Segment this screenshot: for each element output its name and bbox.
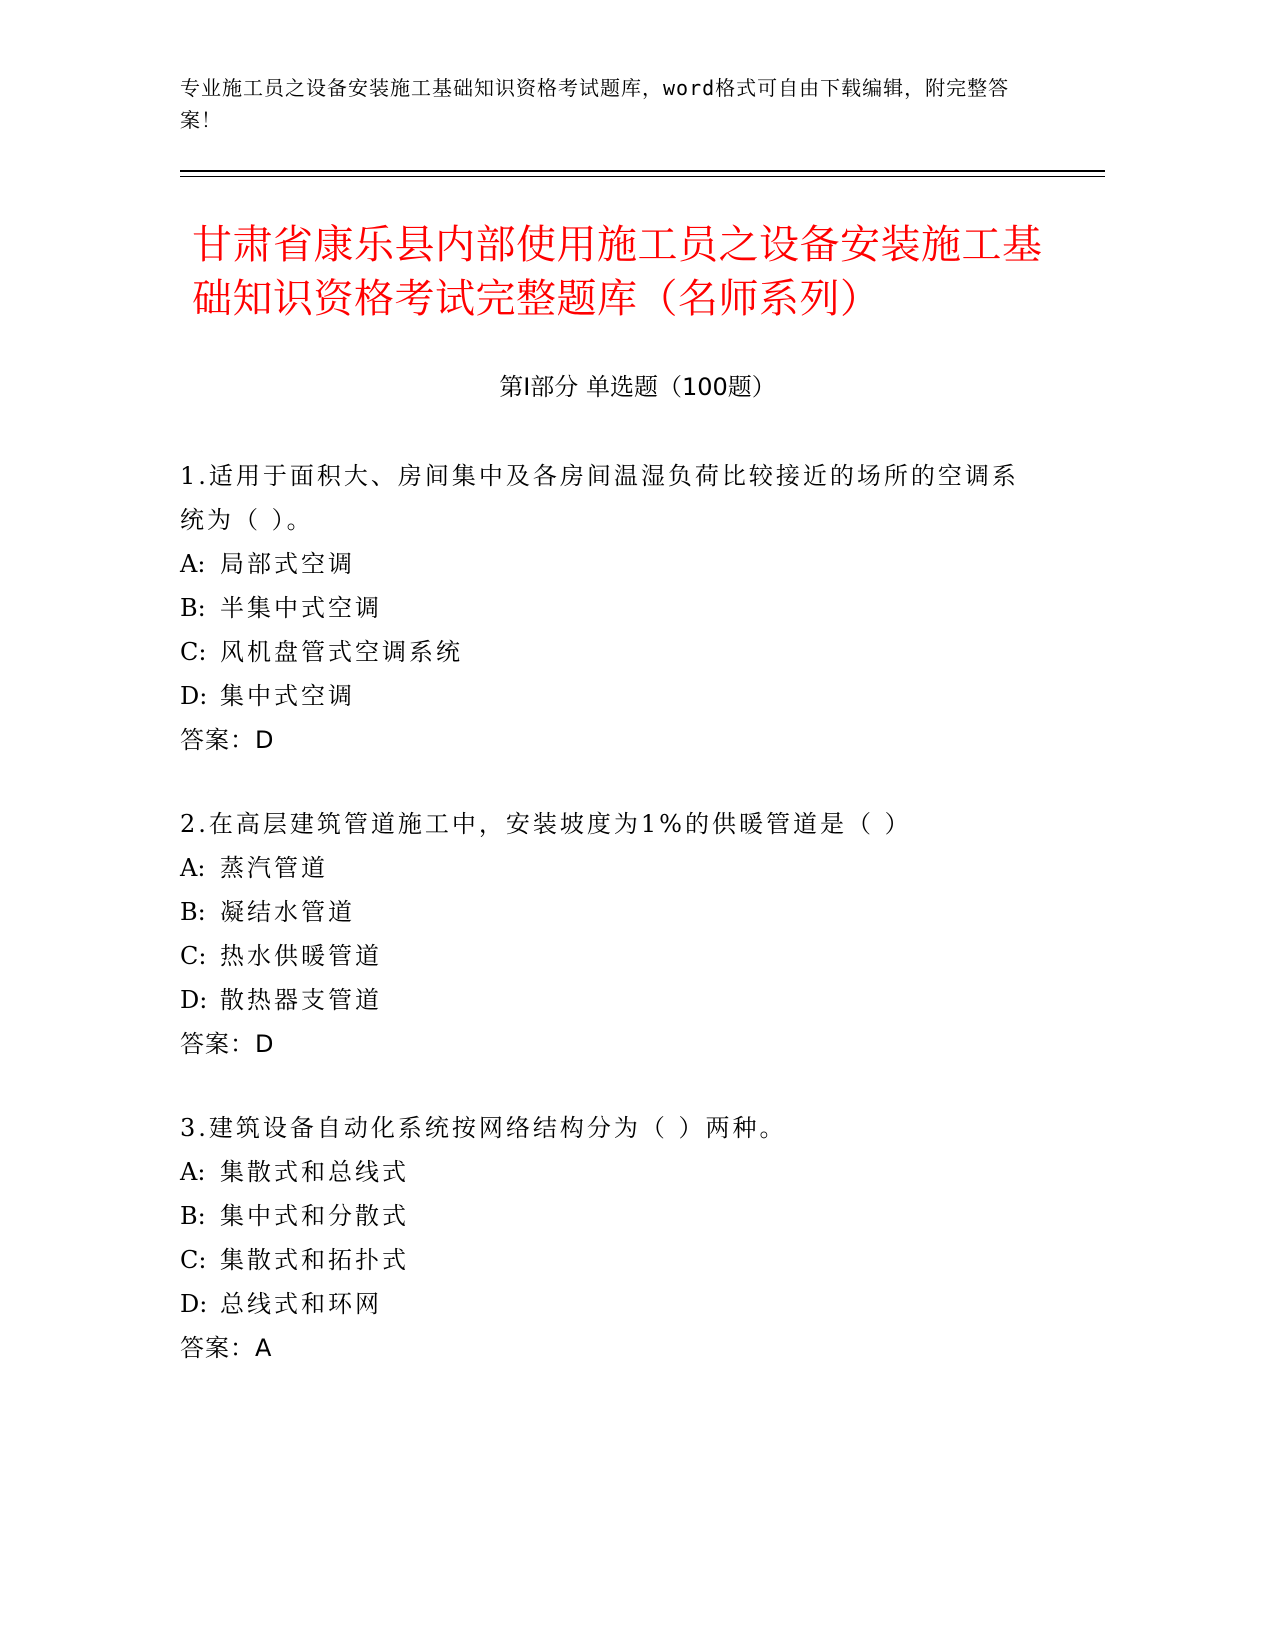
option-text: 集散式和总线式 [220, 1158, 409, 1186]
answer-prefix: 答案： [180, 1030, 255, 1058]
option-text: 蒸汽管道 [220, 854, 328, 882]
document-title: 甘肃省康乐县内部使用施工员之设备安装施工基础知识资格考试完整题库（名师系列） [192, 222, 1043, 322]
answer-prefix: 答案： [180, 1334, 255, 1362]
option-text: 半集中式空调 [220, 594, 382, 622]
option-text: 总线式和环网 [220, 1290, 382, 1318]
option-key: D: [180, 682, 208, 710]
option-key: A: [180, 1158, 206, 1186]
option-text: 热水供暖管道 [220, 942, 382, 970]
option-key: B: [180, 1202, 206, 1230]
section-title: 第Ⅰ部分 单选题（100题） [499, 373, 776, 401]
question-stem: 3.建筑设备自动化系统按网络结构分为（ ）两种。 [180, 1114, 787, 1142]
option-b [180, 890, 1040, 934]
option-a [180, 542, 1040, 586]
option-key: D: [180, 1290, 208, 1318]
option-d [180, 674, 1040, 718]
answer-value: D [255, 1030, 275, 1058]
option-key: B: [180, 898, 206, 926]
option-text: 凝结水管道 [220, 898, 355, 926]
answer-prefix: 答案： [180, 726, 255, 754]
option-key: A: [180, 550, 206, 578]
option-text: 集散式和拓扑式 [220, 1246, 409, 1274]
option-b [180, 586, 1040, 630]
question-2 [180, 802, 1040, 1066]
option-key: C: [180, 638, 207, 666]
answer-line [180, 1326, 1040, 1370]
option-key: C: [180, 942, 207, 970]
option-key: B: [180, 594, 206, 622]
option-text: 风机盘管式空调系统 [220, 638, 463, 666]
option-a [180, 1150, 1040, 1194]
question-stem: 1.适用于面积大、房间集中及各房间温湿负荷比较接近的场所的空调系统为（ ）。 [180, 462, 1019, 534]
option-text: 局部式空调 [220, 550, 355, 578]
option-key: A: [180, 854, 206, 882]
option-key: D: [180, 986, 208, 1014]
option-a [180, 846, 1040, 890]
question-1 [180, 454, 1040, 762]
answer-value: A [255, 1334, 273, 1362]
option-text: 散热器支管道 [220, 986, 382, 1014]
header-divider-thick [180, 170, 1105, 172]
option-b [180, 1194, 1040, 1238]
option-d [180, 1282, 1040, 1326]
option-text: 集中式空调 [220, 682, 355, 710]
option-d [180, 978, 1040, 1022]
answer-value: D [255, 726, 275, 754]
header-divider-thin [180, 176, 1105, 177]
answer-line [180, 718, 1040, 762]
answer-line [180, 1022, 1040, 1066]
header-note: 专业施工员之设备安装施工基础知识资格考试题库，word格式可自由下载编辑，附完整答案！ [180, 76, 1010, 132]
question-stem: 2.在高层建筑管道施工中，安装坡度为1%的供暖管道是（ ） [180, 810, 912, 838]
option-c [180, 630, 1040, 674]
option-c [180, 1238, 1040, 1282]
option-key: C: [180, 1246, 207, 1274]
option-c [180, 934, 1040, 978]
option-text: 集中式和分散式 [220, 1202, 409, 1230]
question-3 [180, 1106, 1040, 1370]
